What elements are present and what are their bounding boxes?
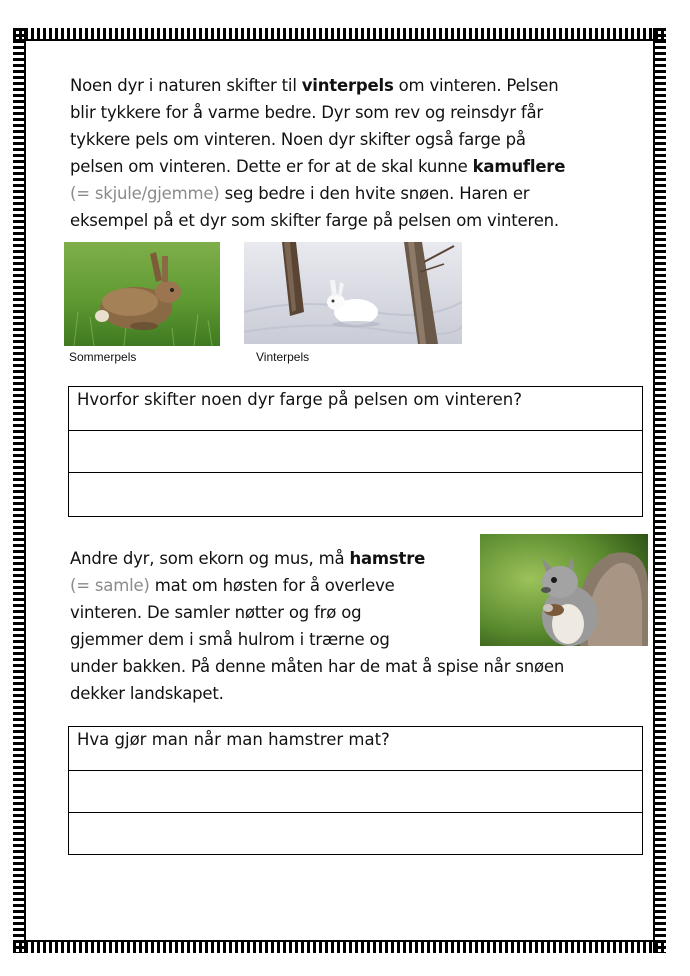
- page-border-bottom: [13, 940, 666, 953]
- text: pelsen om vinteren. Dette er for at de skal kunne: [70, 157, 473, 176]
- summer-caption: Sommerpels: [69, 350, 137, 364]
- summer-hare-photo: [64, 242, 220, 346]
- text: seg bedre i den hvite snøen. Haren er: [219, 184, 530, 203]
- hoard-line: dekker landskapet.: [70, 684, 224, 703]
- keyword-vinterpels: vinterpels: [301, 76, 394, 95]
- question2-text: Hva gjør man når man hamstrer mat?: [69, 727, 643, 771]
- question1-table: [68, 386, 643, 517]
- intro-line: [70, 180, 640, 207]
- page-border-right: [653, 28, 666, 953]
- keyword-kamuflere: kamuflere: [472, 157, 566, 176]
- intro-line: blir tykkere for å varme bedre. Dyr som rev og reinsdyr får: [70, 103, 543, 122]
- squirrel-photo: [480, 534, 648, 646]
- winter-hare-photo: [244, 242, 462, 344]
- text: Noen dyr i naturen skifter til: [70, 76, 302, 95]
- question1-text: Hvorfor skifter noen dyr farge på pelsen om vinteren?: [69, 387, 643, 431]
- answer-line-1[interactable]: [69, 771, 643, 813]
- question2-table: [68, 726, 643, 855]
- page-border-left: [13, 28, 26, 953]
- text: om vinteren. Pelsen: [393, 76, 559, 95]
- answer-line-2[interactable]: [69, 473, 643, 517]
- hoard-line: under bakken. På denne måten har de mat å spise når snøen: [70, 657, 565, 676]
- intro-line: [70, 153, 640, 180]
- answer-line-2[interactable]: [69, 813, 643, 855]
- page-border-top: [13, 28, 666, 41]
- intro-line: [70, 72, 640, 99]
- intro-paragraph: [70, 72, 640, 234]
- text: mat om høsten for å overleve: [149, 576, 395, 595]
- gloss-hamstre: (= samle): [70, 576, 150, 595]
- hoard-line: vinteren. De samler nøtter og frø og: [70, 603, 362, 622]
- answer-line-1[interactable]: [69, 431, 643, 473]
- text: Andre dyr, som ekorn og mus, må: [70, 549, 350, 568]
- intro-line: tykkere pels om vinteren. Noen dyr skifter også farge på: [70, 130, 526, 149]
- intro-line: eksempel på et dyr som skifter farge på pelsen om vinteren.: [70, 211, 559, 230]
- hoard-line: gjemmer dem i små hulrom i trærne og: [70, 630, 390, 649]
- keyword-hamstre: hamstre: [349, 549, 426, 568]
- winter-caption: Vinterpels: [256, 350, 310, 364]
- gloss-kamuflere: (= skjule/gjemme): [70, 184, 220, 203]
